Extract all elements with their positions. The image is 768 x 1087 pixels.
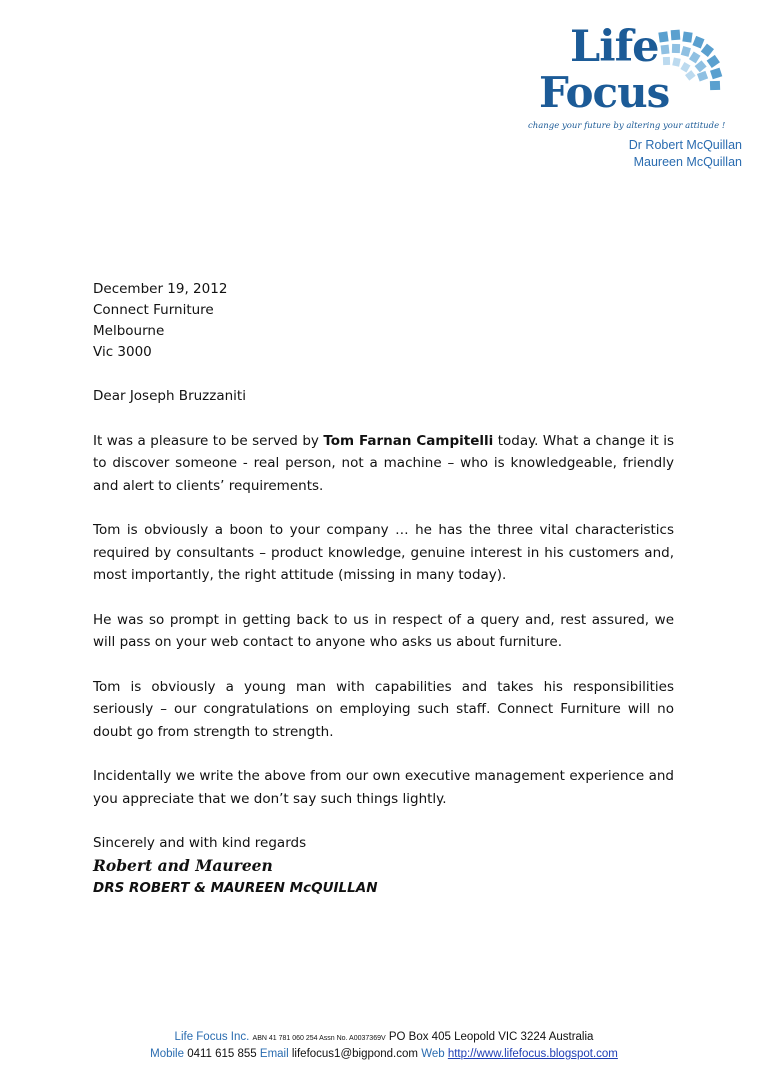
addressee: Connect Furniture [93,302,214,318]
header-name-robert: Dr Robert McQuillan [628,138,742,152]
salutation: Dear Joseph Bruzzaniti [93,388,246,404]
logo-word-life: Life [570,22,659,72]
life-focus-logo [525,22,755,142]
footer-mobile: 0411 615 855 [187,1048,257,1060]
paragraph-1 [93,430,674,498]
paragraph-2: Tom is obviously a boon to your company … he has the three vital characteristics required by consultants – product knowledge, genuine interest in his customers and, most importantly, the right attitude (missing in many today). [93,522,674,583]
closing: Sincerely and with kind regards [93,835,307,851]
footer-line-2 [0,1046,768,1062]
logo-word-focus: Focus [539,68,670,117]
paragraph-1-end: today. What a change it is to discover someone - real person, not a machine – who is knowledgeable, friendly and alert to clients’ requirements. [93,432,674,494]
header-names [629,137,742,170]
footer-abn: ABN 41 781 060 254 Assn No. A0037369V [252,1035,386,1042]
paragraph-3: He was so prompt in getting back to us in respect of a query and, rest assured, we will pass on your web contact to anyone who asks us about furniture. [93,611,674,650]
logo-arc-icon [653,24,753,124]
paragraph-1-start: It was a pleasure to be served by [93,432,324,449]
address-block [93,279,674,363]
signature: Robert and Maureen [93,855,273,875]
letter-date: December 19, 2012 [93,281,228,297]
footer-address: PO Box 405 Leopold VIC 3224 Australia [388,1031,594,1043]
footer-line-1 [0,1030,768,1046]
logo-tagline: change your future by altering your attitude ! [528,121,726,131]
header-name-maureen: Maureen McQuillan [633,154,742,169]
paragraph-4: Tom is obviously a young man with capabilities and takes his responsibilities seriously – our congratulations on employing such staff. Connect Furniture will no doubt go from strength to strength. [93,678,674,740]
footer-email-label: Email [259,1048,289,1060]
footer-email[interactable]: lifefocus1@bigpond.com [291,1048,418,1060]
footer-web-label: Web [421,1048,445,1060]
addressee-city: Melbourne [93,323,165,339]
employee-name: Tom Farnan Campitelli [323,432,494,449]
footer-company: Life Focus Inc. [174,1031,250,1043]
signatory-names: DRS ROBERT & MAUREEN McQUILLAN [93,880,378,896]
paragraph-5: Incidentally we write the above from our own executive management experience and you appreciate that we don’t say such things lightly. [93,768,674,807]
footer-web-link[interactable]: http://www.lifefocus.blogspot.com [447,1048,618,1060]
footer-mobile-label: Mobile [150,1048,184,1060]
footer [0,1030,768,1062]
letter-body [93,279,674,900]
addressee-state: Vic 3000 [93,344,152,360]
